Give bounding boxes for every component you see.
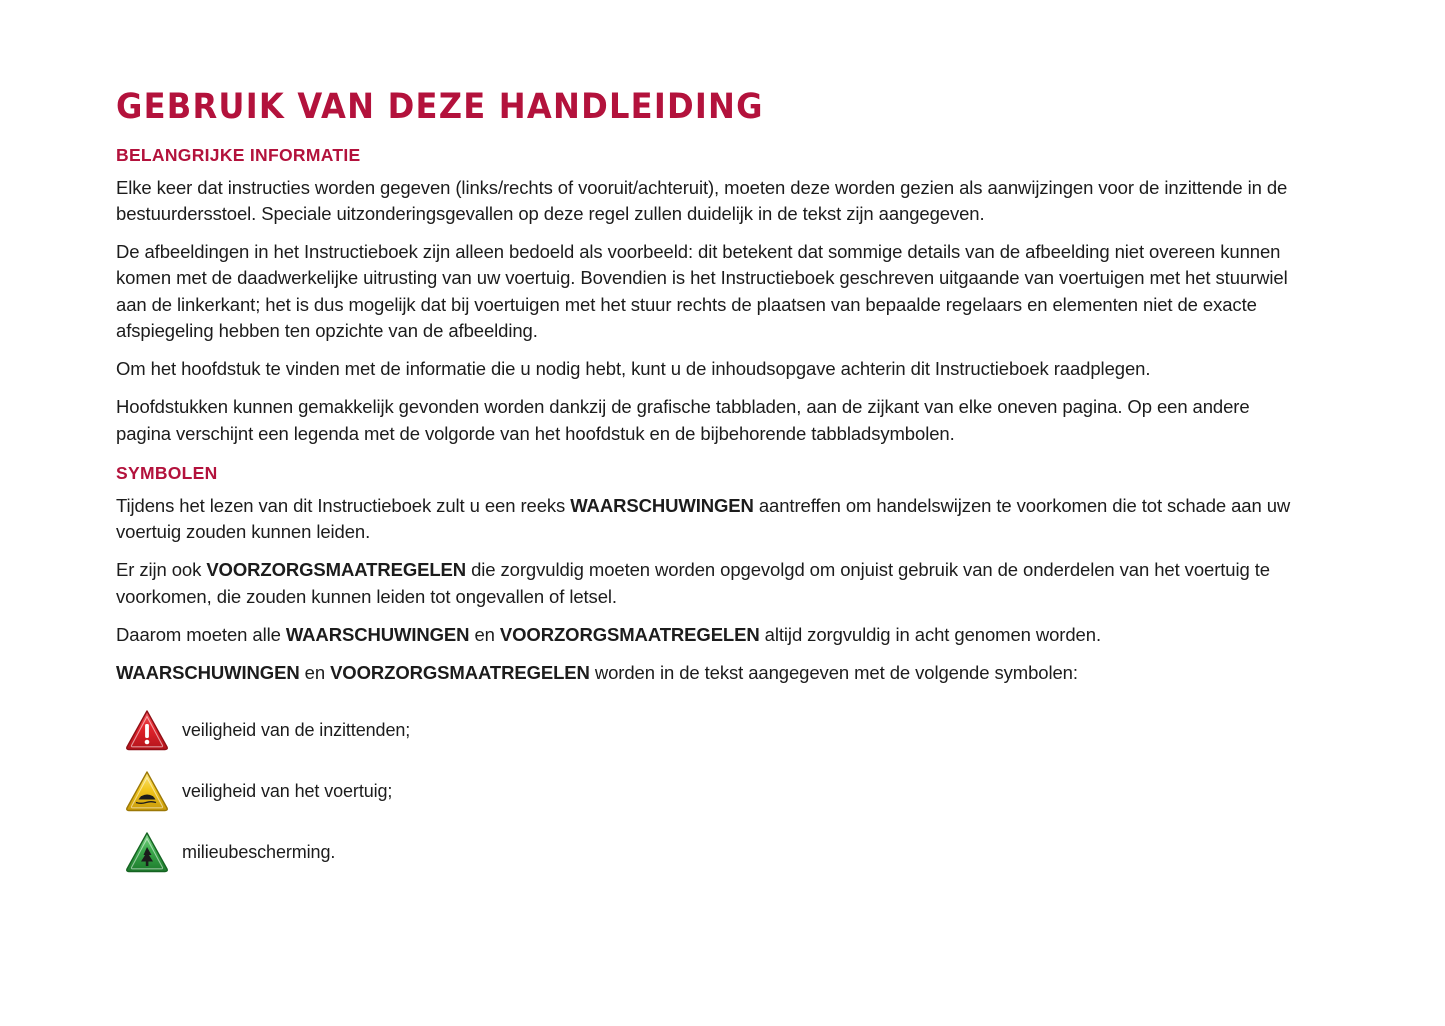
paragraph-warnings-intro: Tijdens het lezen van dit Instructieboek zult u een reeks WAARSCHUWINGEN aantreffen om handelswijzen te voorkomen die tot schade aan uw voertuig zouden kunnen leiden.	[116, 494, 1291, 543]
list-item	[116, 822, 1296, 882]
yellow-warning-triangle-skidding-car-icon	[116, 769, 178, 813]
red-warning-triangle-exclamation-icon	[116, 708, 178, 752]
green-warning-triangle-tree-icon	[116, 830, 178, 874]
page-title: GEBRUIK VAN DEZE HANDLEIDING	[116, 87, 764, 127]
paragraph-chapter-tabs: Hoofdstukken kunnen gemakkelijk gevonden worden dankzij de grafische tabbladen, aan de zijkant van elke oneven pagina. Op een andere pagina verschijnt een legenda met de volgorde van het hoofdstuk en de bijbehorende tabbladsymbolen.	[116, 396, 1250, 444]
paragraph-instructions-orientation: Elke keer dat instructies worden gegeven (links/rechts of vooruit/achteruit), moeten deze worden gezien als aanwijzingen voor de inzittende in de bestuurdersstoel. Speciale uitzonderingsgevallen op deze regel zullen duidelijk in de tekst zijn aangegeven.	[116, 176, 1288, 224]
section-heading-symbols: SYMBOLEN	[116, 462, 218, 483]
page-content	[116, 88, 1296, 883]
symbol-legend-list	[116, 700, 1296, 882]
paragraph-precautions-intro: Er zijn ook VOORZORGSMAATREGELEN die zorgvuldig moeten worden opgevolgd om onjuist gebruik van de onderdelen van het voertuig te voorkomen, die zouden kunnen leiden tot ongevallen of letsel.	[116, 559, 1270, 607]
symbol-label-environment-protection: milieubescherming.	[182, 841, 336, 862]
symbol-label-occupant-safety: veiligheid van de inzittenden;	[182, 719, 411, 740]
section-heading-important-info: BELANGRIJKE INFORMATIE	[116, 144, 361, 165]
paragraph-illustrations-disclaimer: De afbeeldingen in het Instructieboek zijn alleen bedoeld als voorbeeld: dit betekent dat sommige details van de afbeelding niet overeen kunnen komen met de daadwerkelijke uitrusting van uw voertuig. Bovendien is het Instructieboek geschreven uitgaande van voertuigen met het stuurwiel aan de linkerkant; het is dus mogelijk dat bij voertuigen met het stuur rechts de plaatsen van bepaalde regelaars en elementen niet de exacte afspiegeling hebben ten opzichte van de afbeelding.	[116, 241, 1288, 341]
list-item	[116, 700, 1296, 760]
paragraph-symbols-legend-intro: WAARSCHUWINGEN en VOORZORGSMAATREGELEN worden in de tekst aangegeven met de volgende symbolen:	[116, 662, 1078, 684]
list-item	[116, 761, 1296, 821]
paragraph-observe-both: Daarom moeten alle WAARSCHUWINGEN en VOORZORGSMAATREGELEN altijd zorgvuldig in acht genomen worden.	[116, 623, 1101, 645]
paragraph-table-of-contents: Om het hoofdstuk te vinden met de informatie die u nodig hebt, kunt u de inhoudsopgave achterin dit Instructieboek raadplegen.	[116, 358, 1151, 380]
symbol-label-vehicle-safety: veiligheid van het voertuig;	[182, 780, 393, 801]
